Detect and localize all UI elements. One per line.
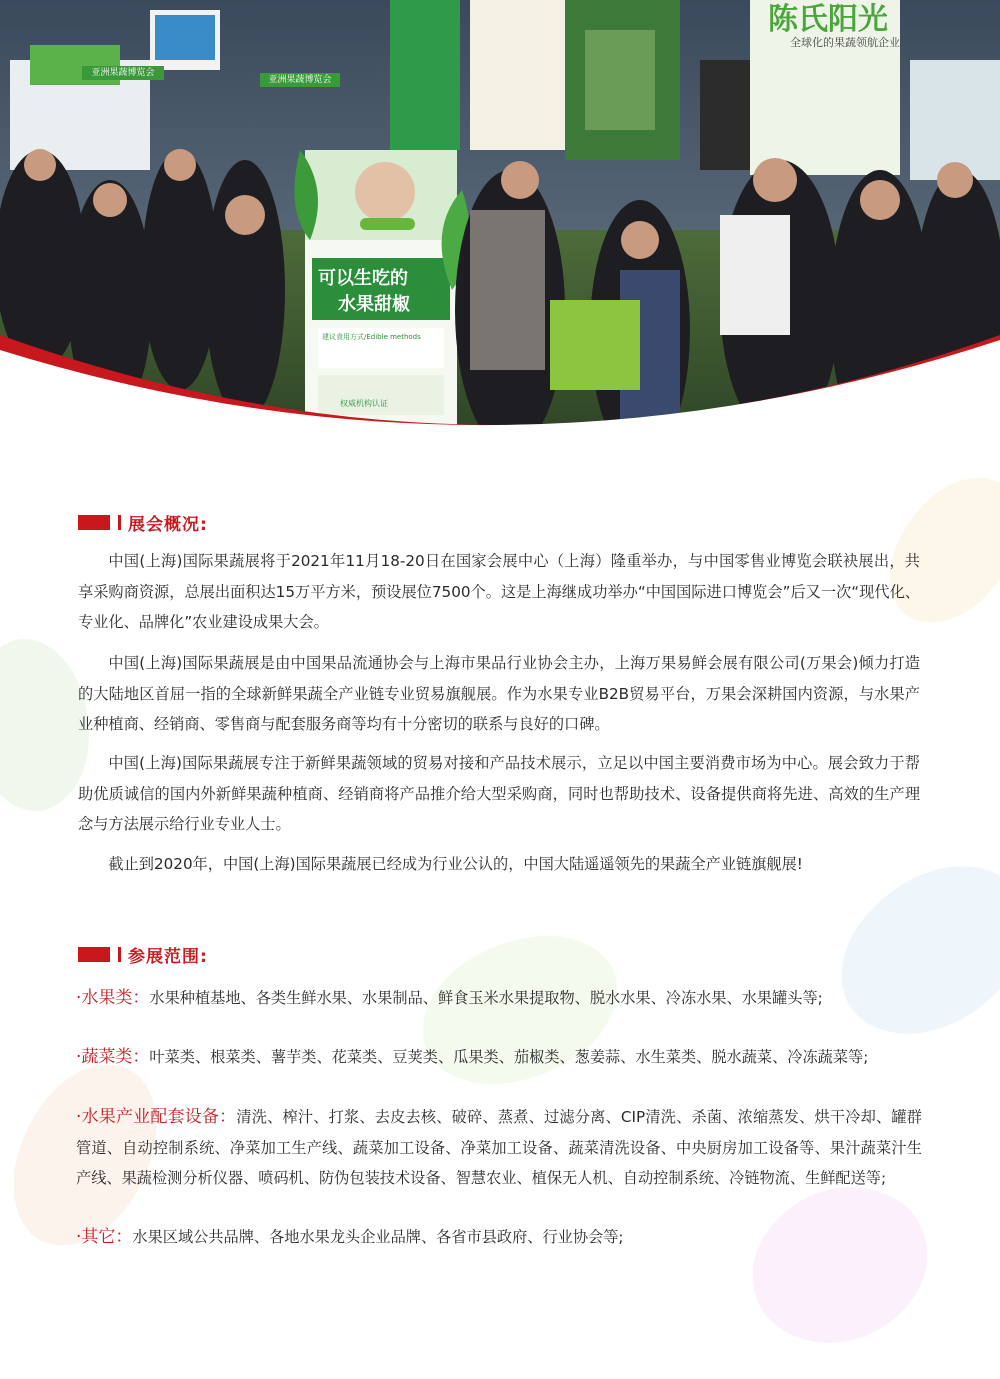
hero-photo (0, 0, 1000, 442)
heading-pipe (118, 947, 121, 962)
heading-bar (78, 947, 110, 962)
overview-paragraph: 中国(上海)国际果蔬展是由中国果品流通协会与上海市果品行业协会主办，上海万果易鲜会展有限公司(万果会)倾力打造的大陆地区首屈一指的全球新鲜果蔬全产业链专业贸易旗舰展。作为水果专业B2B贸易平台，万果会深耕国内资源，与水果产业种植商、经销商、零售商与配套服务商等均有十分密切的联系与良好的口碑。 (78, 654, 920, 733)
overview-title: 展会概况: (128, 514, 208, 535)
hero-banner-left: 亚洲果蔬博览会 (82, 66, 164, 80)
hero-brand-title: 陈氏阳光 (768, 2, 888, 37)
hero-brand-sub: 全球化的果蔬领航企业 (790, 36, 900, 49)
scope-item-other (76, 1222, 922, 1253)
scope-category-label: ·水果产业配套设备： (76, 1107, 237, 1127)
scope-category-text: 叶菜类、根菜类、薯芋类、花菜类、豆荚类、瓜果类、茄椒类、葱姜蒜、水生菜类、脱水蔬菜、冷冻蔬菜等; (149, 1048, 869, 1066)
overview-heading (78, 507, 208, 537)
poster-slogan-1: 可以生吃的 (318, 268, 408, 289)
scope-item-equipment (76, 1102, 922, 1194)
heading-bar (78, 515, 110, 530)
scope-item-fruit (76, 983, 922, 1014)
heading-pipe (118, 515, 121, 530)
scope-category-text: 水果种植基地、各类生鲜水果、水果制品、鲜食玉米水果提取物、脱水水果、冷冻水果、水果罐头等; (149, 989, 823, 1007)
scope-category-label: ·其它： (76, 1227, 133, 1247)
scope-category-label: ·蔬菜类： (76, 1047, 150, 1067)
poster-methods: 建议食用方式/Edible methods (322, 333, 421, 341)
scope-category-text: 清洗、榨汁、打浆、去皮去核、破碎、蒸煮、过滤分离、CIP清洗、杀菌、浓缩蒸发、烘干冷却、罐群管道、自动控制系统、净菜加工生产线、蔬菜加工设备、净菜加工设备、蔬菜清洗设备、中央厨房加工设备等、果汁蔬菜汁生产线、果蔬检测分析仪器、喷码机、防伪包装技术设备、智慧农业、植保无人机、自动控制系统、冷链物流、生鲜配送等; (76, 1108, 922, 1187)
scope-item-vegetable (76, 1042, 922, 1073)
hero-banner-left-2: 亚洲果蔬博览会 (260, 73, 340, 87)
scope-heading (78, 939, 208, 969)
overview-paragraph: 截止到2020年，中国(上海)国际果蔬展已经成为行业公认的，中国大陆遥遥领先的果蔬全产业链旗舰展! (108, 855, 803, 873)
scope-title: 参展范围: (128, 946, 208, 967)
poster-slogan-2: 水果甜椒 (338, 294, 410, 315)
overview-paragraph: 中国(上海)国际果蔬展将于2021年11月18-20日在国家会展中心（上海）隆重举办，与中国零售业博览会联袂展出，共享采购商资源，总展出面积达15万平方米，预设展位7500个。这是上海继成功举办“中国国际进口博览会”后又一次“现代化、专业化、品牌化”农业建设成果大会。 (78, 552, 920, 631)
overview-paragraph: 中国(上海)国际果蔬展专注于新鲜果蔬领域的贸易对接和产品技术展示，立足以中国主要消费市场为中心。展会致力于帮助优质诚信的国内外新鲜果蔬种植商、经销商将产品推介给大型采购商，同时也帮助技术、设备提供商将先进、高效的生产理念与方法展示给行业专业人士。 (78, 754, 920, 833)
scope-category-text: 水果区域公共品牌、各地水果龙头企业品牌、各省市县政府、行业协会等; (132, 1228, 624, 1246)
poster-cert: 权威机构认证 (340, 399, 388, 408)
scope-category-label: ·水果类： (76, 988, 150, 1008)
